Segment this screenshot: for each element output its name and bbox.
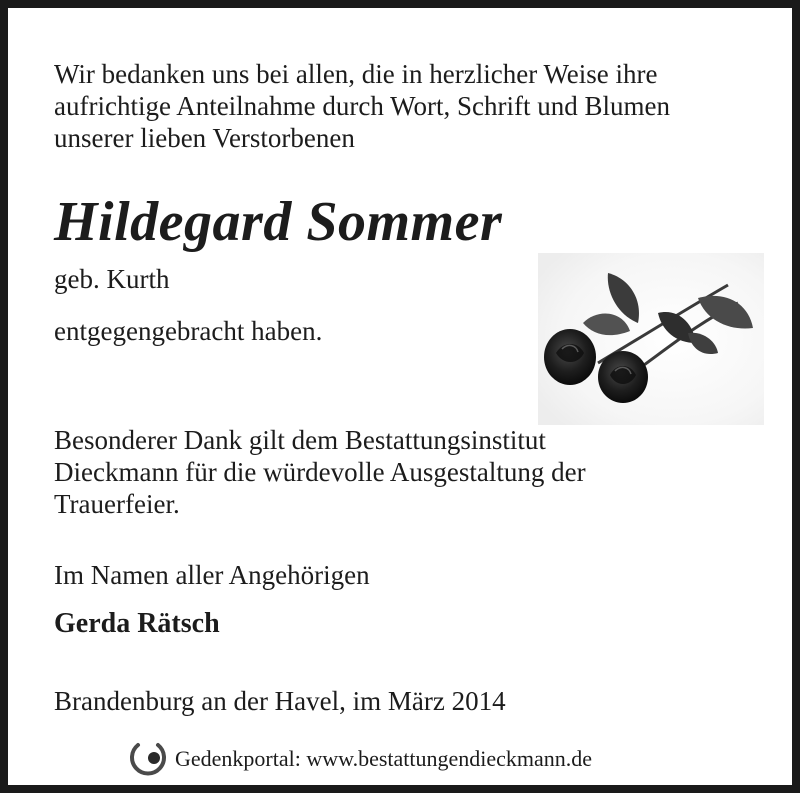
- portal-link[interactable]: Gedenkportal: www.bestattungendieckmann.de: [175, 746, 593, 771]
- roses-image: [538, 253, 764, 425]
- signature-name: Gerda Rätsch: [54, 608, 220, 639]
- intro-line-3: unserer lieben Verstorbenen: [54, 123, 355, 153]
- memorial-portal-logo-icon: [128, 741, 168, 777]
- intro-line-1: Wir bedanken uns bei allen, die in herzlicher Weise ihre: [54, 59, 658, 89]
- special-thanks-line-3: Trauerfeier.: [54, 489, 180, 519]
- signature-intro: Im Namen aller Angehörigen: [54, 560, 370, 590]
- intro-text: [54, 58, 670, 154]
- special-thanks-line-2: Dieckmann für die würdevolle Ausgestaltung der: [54, 457, 586, 487]
- closing-phrase: entgegengebracht haben.: [54, 316, 323, 346]
- special-thanks-text: [54, 424, 586, 520]
- footer: [128, 741, 592, 777]
- place-date: Brandenburg an der Havel, im März 2014: [54, 686, 506, 716]
- deceased-name: Hildegard Sommer: [54, 191, 503, 253]
- special-thanks-line-1: Besonderer Dank gilt dem Bestattungsinstitut: [54, 425, 546, 455]
- birth-name: geb. Kurth: [54, 264, 170, 294]
- intro-line-2: aufrichtige Anteilnahme durch Wort, Schrift und Blumen: [54, 91, 670, 121]
